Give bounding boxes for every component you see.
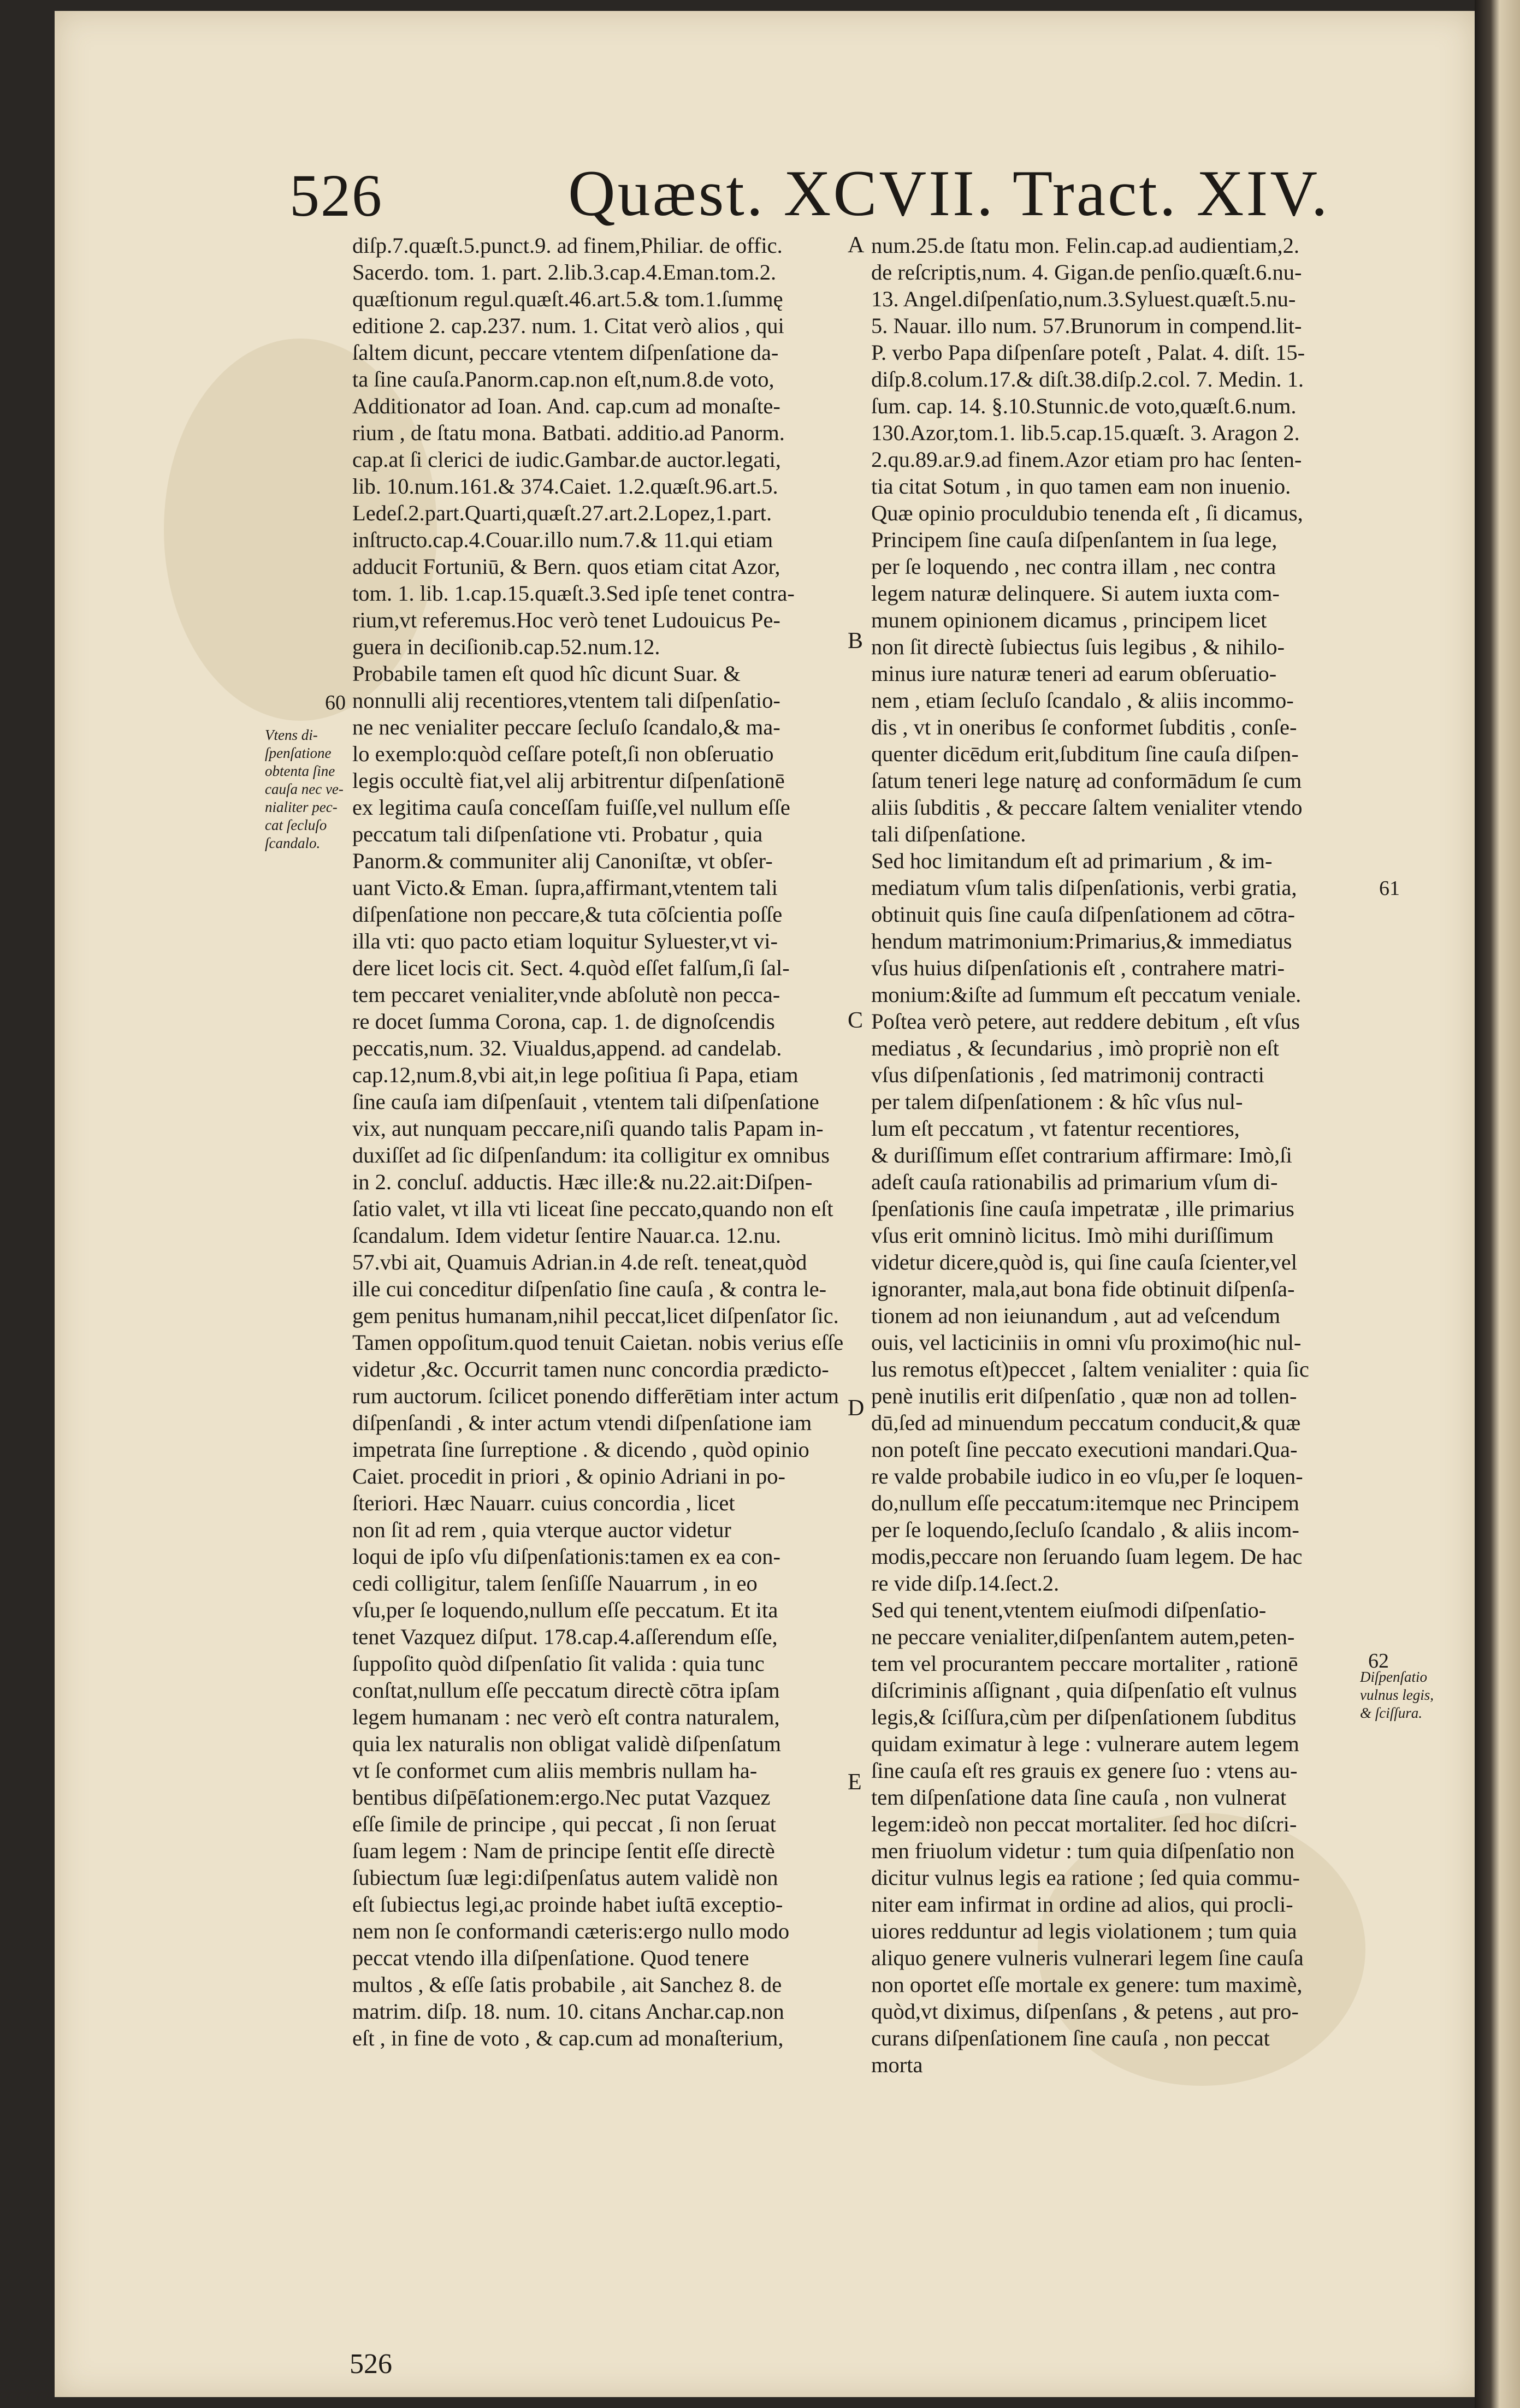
section-marker-d: D bbox=[848, 1396, 865, 1421]
text-line: 130.Azor,tom.1. lib.5.cap.15.quæſt. 3. Aragon 2. bbox=[871, 420, 1300, 445]
section-marker-a: A bbox=[848, 233, 865, 258]
text-line: quòd,vt diximus, diſpenſans , & petens , aut pro- bbox=[871, 1999, 1299, 2024]
text-line: loqui de ipſo vſu diſpenſationis:tamen ex ea con- bbox=[352, 1544, 780, 1569]
text-line: conſtat,nullum eſſe peccatum directè cōtra ipſam bbox=[352, 1678, 780, 1703]
text-line: adeſt cauſa rationabilis ad primarium vſum di- bbox=[871, 1170, 1278, 1194]
text-line: quidam eximatur à lege : vulnerare autem legem bbox=[871, 1731, 1299, 1756]
text-line: duxiſſet ad ſic diſpenſandum: ita colligitur ex omnibus bbox=[352, 1143, 830, 1167]
text-line: vſu,per ſe loquendo,nullum eſſe peccatum. Et ita bbox=[352, 1598, 778, 1622]
text-line: ne nec venialiter peccare ſecluſo ſcandalo,& ma- bbox=[352, 715, 780, 739]
paragraph-number-62: 62 bbox=[1368, 1650, 1389, 1672]
margin-note-line: ſpenſatione bbox=[265, 745, 332, 761]
text-line: legis occultè fiat,vel alij arbitrentur diſpenſationē bbox=[352, 768, 785, 793]
margin-note-line: & ſciſſura. bbox=[1360, 1705, 1422, 1721]
text-line: penè inutilis erit diſpenſatio , quæ non ad tollen- bbox=[871, 1384, 1297, 1408]
text-line: diſp.8.colum.17.& diſt.38.diſp.2.col. 7. Medin. 1. bbox=[871, 367, 1304, 392]
text-line: 57.vbi ait, Quamuis Adrian.in 4.de reſt. teneat,quòd bbox=[352, 1250, 807, 1274]
text-line: quia lex naturalis non obligat validè diſpenſatum bbox=[352, 1731, 782, 1756]
text-line: peccatum tali diſpenſatione vti. Probatur , quia bbox=[352, 822, 763, 846]
text-line: ignoranter, mala,aut bona fide obtinuit diſpenſa- bbox=[871, 1277, 1295, 1301]
text-line: eſt , in fine de voto , & cap.cum ad monaſterium, bbox=[352, 2026, 784, 2050]
text-line: aliquo genere vulneris vulnerari legem ſine cauſa bbox=[871, 1946, 1304, 1970]
text-line: & duriſſimum eſſet contrarium affirmare: Imò,ſi bbox=[871, 1143, 1292, 1167]
text-line: cap.at ſi clerici de iudic.Gambar.de auctor.legati, bbox=[352, 447, 781, 472]
text-line: ſubiectum ſuæ legi:diſpenſatus autem validè non bbox=[352, 1865, 778, 1890]
text-line: 5. Nauar. illo num. 57.Brunorum in compend.lit- bbox=[871, 313, 1302, 338]
left-column bbox=[352, 232, 844, 2051]
text-line: peccatis,num. 32. Viualdus,append. ad candelab. bbox=[352, 1036, 782, 1060]
text-line: vſus erit omninò licitus. Imò mihi duriſſimum bbox=[871, 1223, 1274, 1248]
margin-note-line: Vtens di- bbox=[265, 727, 318, 743]
text-line: non oportet eſſe mortale ex genere: tum maximè, bbox=[871, 1972, 1303, 1997]
footer-page-mark: 526 bbox=[350, 2348, 392, 2380]
text-line: Ledeſ.2.part.Quarti,quæſt.27.art.2.Lopez,1.part. bbox=[352, 501, 772, 525]
text-line: minus iure naturæ teneri ad earum obſeruatio- bbox=[871, 661, 1277, 686]
text-line: diſpenſandi , & inter actum vtendi diſpenſatione iam bbox=[352, 1410, 812, 1435]
text-line: gem penitus humanam,nihil peccat,licet diſpenſator ſic. bbox=[352, 1303, 839, 1328]
text-line: ſum. cap. 14. §.10.Stunnic.de voto,quæſt.6.num. bbox=[871, 394, 1297, 418]
text-line: ouis, vel lacticiniis in omni vſu proximo(hic nul- bbox=[871, 1330, 1302, 1355]
text-line: cap.12,num.8,vbi ait,in lege poſitiua ſi Papa, etiam bbox=[352, 1063, 799, 1087]
section-marker-e: E bbox=[848, 1770, 862, 1795]
text-line: per ſe loquendo , nec contra illam , nec contra bbox=[871, 554, 1276, 579]
margin-note-line: cat ſecluſo bbox=[265, 817, 327, 833]
text-line: Caiet. procedit in priori , & opinio Adriani in po- bbox=[352, 1464, 785, 1488]
text-line: vſus huius diſpenſationis eſt , contrahere matri- bbox=[871, 956, 1285, 980]
text-line: bentibus diſpēſationem:ergo.Nec putat Vazquez bbox=[352, 1785, 771, 1810]
text-line: vt ſe conformet cum aliis membris nullam ha- bbox=[352, 1758, 758, 1783]
text-line: non poteſt ſine peccato executioni mandari.Qua- bbox=[871, 1437, 1298, 1462]
text-line: cedi colligitur, talem ſenſiſſe Nauarrum , in eo bbox=[352, 1571, 758, 1596]
text-line: editione 2. cap.237. num. 1. Citat verò alios , qui bbox=[352, 313, 784, 338]
page-header bbox=[289, 156, 1330, 229]
text-line: non ſit ad rem , quia vterque auctor videtur bbox=[352, 1517, 731, 1542]
text-line: diſpenſatione non peccare,& tuta cōſcientia poſſe bbox=[352, 902, 783, 927]
text-line: uant Victo.& Eman. ſupra,affirmant,vtentem tali bbox=[352, 875, 778, 900]
text-line: dū,ſed ad minuendum peccatum conducit,& quæ bbox=[871, 1410, 1301, 1435]
text-line: lus remotus eſt)peccet , ſaltem venialiter : quia ſic bbox=[871, 1357, 1309, 1381]
text-line: ſatio valet, vt illa vti liceat ſine peccato,quando non eſt bbox=[352, 1196, 833, 1221]
text-line: Quæ opinio proculdubio tenenda eſt , ſi dicamus, bbox=[871, 501, 1303, 525]
text-line: ſuppoſito quòd diſpenſatio ſit valida : quia tunc bbox=[352, 1651, 765, 1676]
text-line: ex legitima cauſa conceſſam fuiſſe,vel nullum eſſe bbox=[352, 795, 790, 820]
text-line: tionem ad non ieiunandum , aut ad veſcendum bbox=[871, 1303, 1281, 1328]
text-line: diſp.7.quæſt.5.punct.9. ad finem,Philiar. de offic. bbox=[352, 233, 783, 258]
text-line: mediatum vſum talis diſpenſationis, verbi gratia, bbox=[871, 875, 1297, 900]
text-line: nem non ſe conformandi cæteris:ergo nullo modo bbox=[352, 1919, 790, 1943]
text-line: Tamen oppoſitum.quod tenuit Caietan. nobis verius eſſe bbox=[352, 1330, 844, 1355]
text-line: Sed hoc limitandum eſt ad primarium , & im- bbox=[871, 849, 1273, 873]
margin-note-60 bbox=[265, 726, 352, 852]
text-line: tenet Vazquez diſput. 178.cap.4.aſſerendum eſſe, bbox=[352, 1624, 778, 1649]
text-line: morta bbox=[871, 2053, 923, 2077]
text-line: ſaltem dicunt, peccare vtentem diſpenſatione da- bbox=[352, 340, 779, 365]
text-line: vſus diſpenſationis , ſed matrimonij contracti bbox=[871, 1063, 1264, 1087]
text-line: tem vel procurantem peccare mortaliter , rationē bbox=[871, 1651, 1298, 1676]
margin-note-line: ſcandalo. bbox=[265, 835, 321, 851]
text-line: per ſe loquendo,ſecluſo ſcandalo , & aliis incom- bbox=[871, 1517, 1299, 1542]
text-line: lum eſt peccatum , vt fatentur recentiores, bbox=[871, 1116, 1240, 1141]
running-title: Quæst. XCVII. Tract. XIV. bbox=[568, 157, 1330, 229]
right-column bbox=[871, 232, 1371, 2078]
text-line: Principem ſine cauſa diſpenſantem in ſua lege, bbox=[871, 527, 1277, 552]
text-line: mediatus , & ſecundarius , imò propriè non eſt bbox=[871, 1036, 1279, 1060]
text-line: nonnulli alij recentiores,vtentem tali diſpenſatio- bbox=[352, 688, 780, 713]
text-line: tem peccaret venialiter,vnde abſolutè non pecca- bbox=[352, 982, 780, 1007]
text-line: quenter dicēdum erit,ſubditum ſine cauſa diſpen- bbox=[871, 742, 1299, 766]
text-line: ſine cauſa iam diſpenſauit , vtentem tali diſpenſatione bbox=[352, 1089, 819, 1114]
text-line: rium , de ſtatu mona. Batbati. additio.ad Panorm. bbox=[352, 420, 785, 445]
text-line: Additionator ad Ioan. And. cap.cum ad monaſte- bbox=[352, 394, 780, 418]
text-line: monium:&iſte ad ſummum eſt peccatum veniale. bbox=[871, 982, 1302, 1007]
text-line: dicitur vulnus legis ea ratione ; ſed quia commu- bbox=[871, 1865, 1300, 1890]
text-line: Sed qui tenent,vtentem eiuſmodi diſpenſatio- bbox=[871, 1598, 1267, 1622]
margin-note-line: obtenta ſine bbox=[265, 763, 335, 779]
text-line: uiores redduntur ad legis violationem ; tum quia bbox=[871, 1919, 1297, 1943]
text-line: re docet ſumma Corona, cap. 1. de dignoſcendis bbox=[352, 1009, 775, 1034]
text-line: ſteriori. Hæc Nauarr. cuius concordia , licet bbox=[352, 1491, 735, 1515]
text-line: re valde probabile iudico in eo vſu,per ſe loquen- bbox=[871, 1464, 1303, 1488]
text-line: legem naturæ delinquere. Si autem iuxta com- bbox=[871, 581, 1280, 606]
text-line: adducit Fortuniū, & Bern. quos etiam citat Azor, bbox=[352, 554, 780, 579]
text-line: 13. Angel.diſpenſatio,num.3.Syluest.quæſt.5.nu- bbox=[871, 287, 1296, 311]
text-line: in 2. concluſ. adductis. Hæc ille:& nu.22.ait:Diſpen- bbox=[352, 1170, 813, 1194]
text-line: guera in deciſionib.cap.52.num.12. bbox=[352, 634, 660, 659]
text-line: ne peccare venialiter,diſpenſantem autem,peten- bbox=[871, 1624, 1295, 1649]
text-line: ſpenſationis ſine cauſa impetratæ , ille primarius bbox=[871, 1196, 1294, 1221]
text-line: videtur ,&c. Occurrit tamen nunc concordia prædicto- bbox=[352, 1357, 829, 1381]
text-line: re vide diſp.14.ſect.2. bbox=[871, 1571, 1060, 1596]
text-line: ſatum teneri lege naturę ad conformādum ſe cum bbox=[871, 768, 1302, 793]
text-line: de reſcriptis,num. 4. Gigan.de penſio.quæſt.6.nu- bbox=[871, 260, 1302, 284]
book-spine bbox=[1475, 0, 1520, 2408]
section-marker-c: C bbox=[848, 1008, 863, 1033]
text-line: modis,peccare non ſeruando ſuam legem. De hac bbox=[871, 1544, 1303, 1569]
text-line: ta ſine cauſa.Panorm.cap.non eſt,num.8.de voto, bbox=[352, 367, 774, 392]
text-line: eſſe ſimile de principe , qui peccat , ſi non ſeruat bbox=[352, 1812, 776, 1836]
text-line: niter eam infirmat in ordine ad alios, qui procli- bbox=[871, 1892, 1293, 1917]
text-line: Sacerdo. tom. 1. part. 2.lib.3.cap.4.Eman.tom.2. bbox=[352, 260, 777, 284]
text-line: per talem diſpenſationem : & hîc vſus nul- bbox=[871, 1089, 1243, 1114]
text-line: eſt ſubiectus legi,ac proinde habet iuſtā exceptio- bbox=[352, 1892, 783, 1917]
text-line: lib. 10.num.161.& 374.Caiet. 1.2.quæſt.96.art.5. bbox=[352, 474, 778, 499]
text-line: hendum matrimonium:Primarius,& immediatus bbox=[871, 929, 1292, 953]
text-line: tali diſpenſatione. bbox=[871, 822, 1026, 846]
margin-note-line: cauſa nec ve- bbox=[265, 781, 344, 797]
margin-note-line: nialiter pec- bbox=[265, 799, 338, 815]
paragraph-number-60: 60 bbox=[325, 691, 346, 714]
text-line: dis , vt in oneribus ſe conformet ſubditis , conſe- bbox=[871, 715, 1297, 739]
text-line: do,nullum eſſe peccatum:itemque nec Principem bbox=[871, 1491, 1299, 1515]
text-line: tom. 1. lib. 1.cap.15.quæſt.3.Sed ipſe tenet contra- bbox=[352, 581, 795, 606]
text-line: videtur dicere,quòd is, qui ſine cauſa ſcienter,vel bbox=[871, 1250, 1297, 1274]
text-line: multos , & eſſe ſatis probabile , ait Sanchez 8. de bbox=[352, 1972, 782, 1997]
text-line: Poſtea verò petere, aut reddere debitum , eſt vſus bbox=[871, 1009, 1300, 1034]
margin-note-line: vulnus legis, bbox=[1360, 1687, 1434, 1703]
text-line: ſuam legem : Nam de principe ſentit eſſe directè bbox=[352, 1838, 775, 1863]
text-line: ſcandalum. Idem videtur ſentire Nauar.ca. 12.nu. bbox=[352, 1223, 781, 1248]
text-line: legem humanam : nec verò eſt contra naturalem, bbox=[352, 1705, 780, 1729]
text-line: impetrata ſine ſurreptione . & dicendo , quòd opinio bbox=[352, 1437, 809, 1462]
text-line: rium,vt referemus.Hoc verò tenet Ludouicus Pe- bbox=[352, 608, 780, 632]
text-line: Probabile tamen eſt quod hîc dicunt Suar. & bbox=[352, 661, 741, 686]
text-line: num.25.de ſtatu mon. Felin.cap.ad audientiam,2. bbox=[871, 233, 1299, 258]
text-line: illa vti: quo pacto etiam loquitur Syluester,vt vi- bbox=[352, 929, 778, 953]
text-line: diſcriminis aſſignant , quia diſpenſatio eſt vulnus bbox=[871, 1678, 1297, 1703]
text-line: dere licet locis cit. Sect. 4.quòd eſſet falſum,ſi ſal- bbox=[352, 956, 790, 980]
text-line: ille cui conceditur diſpenſatio ſine cauſa , & contra le- bbox=[352, 1277, 827, 1301]
text-line: obtinuit quis ſine cauſa diſpenſationem ad cōtra- bbox=[871, 902, 1296, 927]
text-line: inſtructo.cap.4.Couar.illo num.7.& 11.qui etiam bbox=[352, 527, 773, 552]
text-line: tia citat Sotum , in quo tamen eam non inuenio. bbox=[871, 474, 1291, 499]
text-line: aliis ſubditis , & peccare ſaltem venialiter vtendo bbox=[871, 795, 1303, 820]
paragraph-number-61: 61 bbox=[1379, 877, 1400, 900]
text-line: nem , etiam ſecluſo ſcandalo , & aliis incommo- bbox=[871, 688, 1294, 713]
margin-note-line: Diſpenſatio bbox=[1360, 1669, 1427, 1685]
page-number: 526 bbox=[289, 162, 383, 229]
text-line: legis,& ſciſſura,cùm per diſpenſationem ſubditus bbox=[871, 1705, 1297, 1729]
text-line: matrim. diſp. 18. num. 10. citans Anchar.cap.non bbox=[352, 1999, 784, 2024]
text-line: Panorm.& communiter alij Canoniſtæ, vt obſer- bbox=[352, 849, 773, 873]
text-line: quæſtionum regul.quæſt.46.art.5.& tom.1.ſummę bbox=[352, 287, 783, 311]
text-line: munem opinionem dicamus , principem licet bbox=[871, 608, 1267, 632]
text-line: ſine cauſa eſt res grauis ex genere ſuo : vtens au- bbox=[871, 1758, 1298, 1783]
margin-note-62 bbox=[1360, 1668, 1458, 1722]
text-line: men friuolum videtur : tum quia diſpenſatio non bbox=[871, 1838, 1294, 1863]
text-line: P. verbo Papa diſpenſare poteſt , Palat. 4. diſt. 15- bbox=[871, 340, 1305, 365]
text-line: legem:ideò non peccat mortaliter. ſed hoc diſcri- bbox=[871, 1812, 1297, 1836]
text-line: rum auctorum. ſcilicet ponendo differētiam inter actum bbox=[352, 1384, 839, 1408]
text-line: 2.qu.89.ar.9.ad finem.Azor etiam pro hac ſenten- bbox=[871, 447, 1302, 472]
text-line: tem diſpenſatione data ſine cauſa , non vulnerat bbox=[871, 1785, 1287, 1810]
text-line: lo exemplo:quòd ceſſare poteſt,ſi non obſeruatio bbox=[352, 742, 774, 766]
text-line: non ſit directè ſubiectus ſuis legibus , & nihilo- bbox=[871, 634, 1285, 659]
text-line: curans diſpenſationem ſine cauſa , non peccat bbox=[871, 2026, 1270, 2050]
text-line: peccat vtendo illa diſpenſatione. Quod tenere bbox=[352, 1946, 749, 1970]
section-marker-b: B bbox=[848, 628, 863, 654]
text-line: vix, aut nunquam peccare,niſi quando talis Papam in- bbox=[352, 1116, 824, 1141]
